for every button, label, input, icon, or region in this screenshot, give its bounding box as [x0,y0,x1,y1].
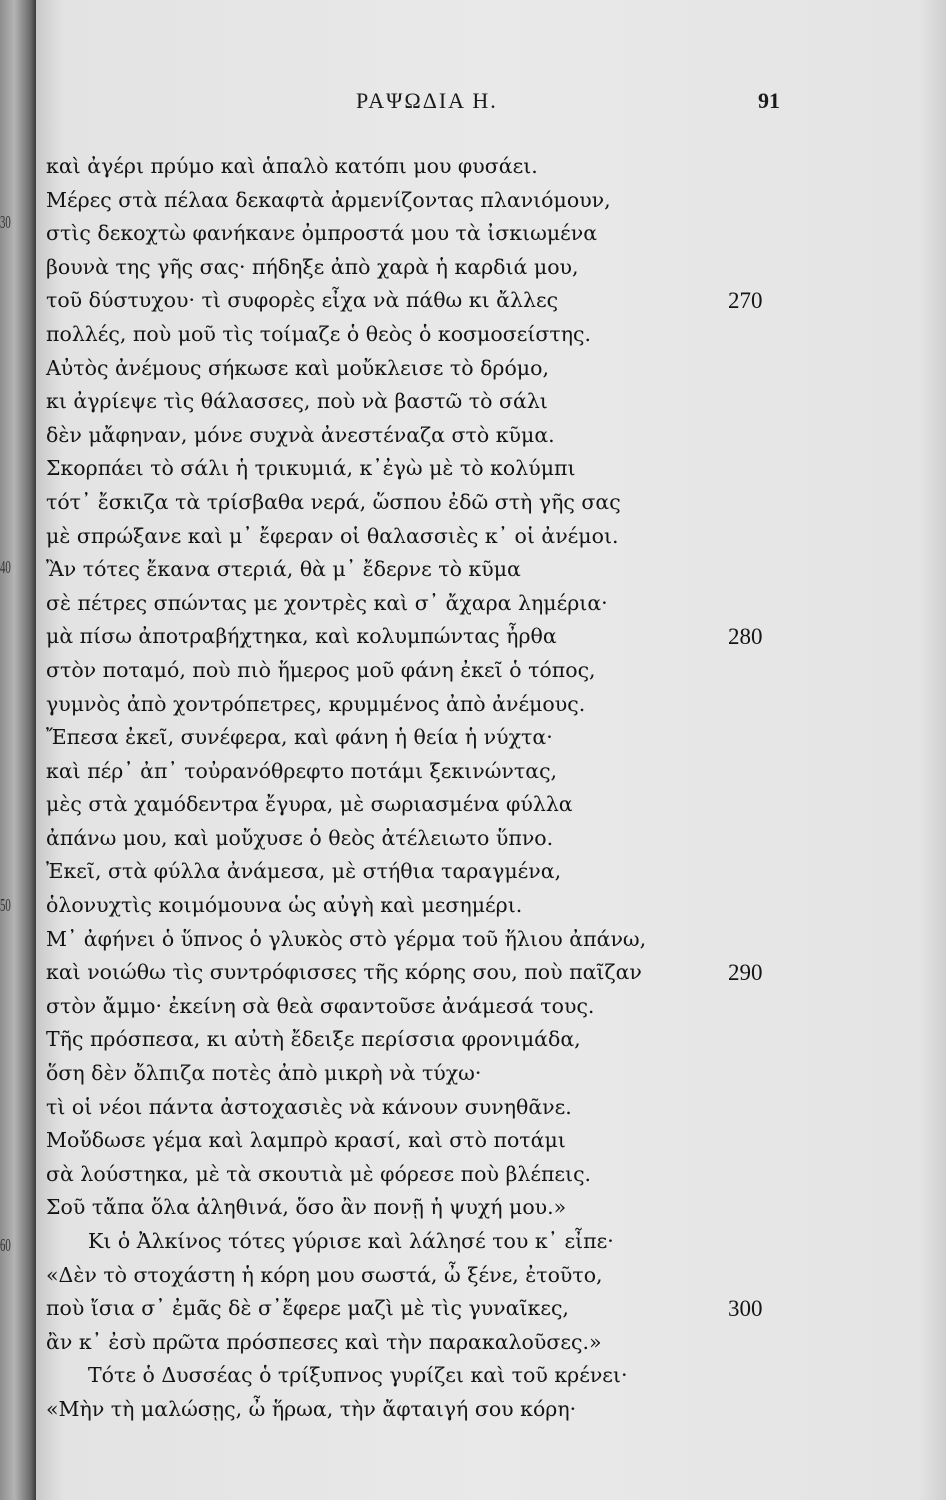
verse-text: σὲ πέτρες σπώντας με χοντρὲς καὶ σ᾽ ἄχαρα λημέρια· [46,590,608,615]
verse-line [46,587,926,621]
verse-text: τοῦ δύστυχου· τὶ συφορὲς εἶχα νὰ πάθω κι ἄλλες [46,288,559,313]
verse-line [46,1124,926,1158]
verse-line [46,419,926,453]
verse-line [46,553,926,587]
verse-line [46,721,926,755]
line-number: 270 [728,288,763,314]
edge-line-number: 40 [0,557,11,577]
verse-line [46,990,926,1024]
verse-line [46,1393,926,1427]
verse-line [46,217,926,251]
verse-text: ἀπάνω μου, καὶ μοὔχυσε ὁ θεὸς ἀτέλειωτο ὕπνο. [46,825,554,850]
verse-text: ὅση δὲν ὄλπιζα ποτὲς ἀπὸ μικρὴ νὰ τύχω· [46,1061,482,1086]
verse-text: Τῆς πρόσπεσα, κι αὐτὴ ἔδειξε περίσσια φρονιμάδα, [46,1027,581,1052]
verse-line [46,855,926,889]
verse-text: τὶ οἱ νέοι πάντα ἀστοχασιὲς νὰ κάνουν συνηθᾶνε. [46,1094,572,1119]
verse-text: Σοῦ τἄπα ὅλα ἀληθινά, ὅσο ἂν πονῇ ἡ ψυχή μου.» [46,1195,567,1220]
verse-line [46,1225,926,1259]
verse-line [46,1259,926,1293]
verse-text: καὶ νοιώθω τὶς συντρόφισσες τῆς κόρης σου, ποὺ παῖζαν [46,960,642,985]
edge-line-number: 60 [0,1235,11,1255]
verse-line [46,889,926,923]
verse-line [46,654,926,688]
verse-text: μὲς στὰ χαμόδεντρα ἔγυρα, μὲ σωριασμένα φύλλα [46,792,573,817]
previous-page-edge [0,0,36,1500]
verse-line [46,251,926,285]
verse-text: Ἔπεσα ἐκεῖ, συνέφερα, καὶ φάνη ἡ θεία ἡ νύχτα· [46,725,553,750]
verse-line [46,452,926,486]
verse-line [46,1023,926,1057]
verse-text: Μοὔδωσε γέμα καὶ λαμπρὸ κρασί, καὶ στὸ ποτάμι [46,1128,566,1153]
verse-text: «Δὲν τὸ στοχάστη ἡ κόρη μου σωστά, ὦ ξένε, ἐτοῦτο, [46,1262,603,1287]
running-title: ΡΑΨΩΔΙΑ Η. [356,88,498,113]
verse-text: γυμνὸς ἀπὸ χοντρόπετρες, κρυμμένος ἀπὸ ἀνέμους. [46,691,586,716]
page-number: 91 [758,88,780,113]
edge-line-number: 30 [0,212,11,232]
verse-line [46,284,926,318]
verse-text: στὶς δεκοχτὼ φανήκανε ὀμπροστά μου τὰ ἰσκιωμένα [46,221,598,246]
verse-line [46,1359,926,1393]
line-number: 300 [728,1296,763,1322]
line-number: 290 [728,960,763,986]
verse-text: μὰ πίσω ἀποτραβήχτηκα, καὶ κολυμπώντας ἦρθα [46,624,557,649]
verse-text: Ἐκεῖ, στὰ φύλλα ἀνάμεσα, μὲ στήθια ταραγμένα, [46,859,562,884]
verse-text: Τότε ὁ Δυσσέας ὁ τρίξυπνος γυρίζει καὶ τοῦ κρένει· [88,1363,628,1388]
verse-line [46,1326,926,1360]
verse-line [46,1091,926,1125]
verse-text: τότ᾽ ἔσκιζα τὰ τρίσβαθα νερά, ὥσπου ἐδῶ στὴ γῆς σας [46,489,621,514]
verse-text: Αὐτὸς ἀνέμους σήκωσε καὶ μοὔκλεισε τὸ δρόμο, [46,355,549,380]
page [36,0,946,1500]
verse-text: ὁλονυχτὶς κοιμόμουνα ὡς αὐγὴ καὶ μεσημέρι. [46,893,523,918]
verse-line [46,352,926,386]
verse-line [46,486,926,520]
verse-text: καὶ πέρ᾽ ἀπ᾽ τοὐρανόθρεφτο ποτάμι ξεκινώντας, [46,758,558,783]
running-head [36,88,946,122]
verse-line [46,620,926,654]
verse-line [46,318,926,352]
verse-text: καὶ ἀγέρι πρύμο καὶ ἁπαλὸ κατόπι μου φυσάει. [46,154,538,178]
verse-line [46,1292,926,1326]
verse-text: Ἂν τότες ἔκανα στεριά, θὰ μ᾽ ἔδερνε τὸ κῦμα [46,557,521,582]
verse-line [46,822,926,856]
verse-line [46,520,926,554]
verse-line [46,688,926,722]
verse-text: «Μὴν τὴ μαλώσῃς, ὦ ἥρωα, τὴν ἄφταιγή σου κόρη· [46,1396,577,1421]
verse-line [46,1158,926,1192]
line-number: 280 [728,624,763,650]
verse-text: μὲ σπρώξανε καὶ μ᾽ ἔφεραν οἱ θαλασσιὲς κ᾽ οἱ ἀνέμοι. [46,523,619,548]
verse-line [46,788,926,822]
verse-text: βουνὰ της γῆς σας· πήδηξε ἀπὸ χαρὰ ἡ καρδιά μου, [46,254,579,279]
verse-text: πολλές, ποὺ μοῦ τὶς τοίμαζε ὁ θεὸς ὁ κοσμοσείστης. [46,321,591,346]
verse-text: δὲν μἄφηναν, μόνε συχνὰ ἀνεστέναζα στὸ κῦμα. [46,422,555,447]
verse-text: στὸν ἄμμο· ἐκείνη σὰ θεὰ σφαντοῦσε ἀνάμεσά τους. [46,993,595,1018]
verse-line [46,1057,926,1091]
edge-line-number: 50 [0,895,11,915]
verse-line [46,184,926,218]
verse-line [46,150,926,184]
verse-text: Μ᾽ ἀφήνει ὁ ὕπνος ὁ γλυκὸς στὸ γέρμα τοῦ ἥλιου ἀπάνω, [46,926,647,951]
verse-text: κι ἀγρίεψε τὶς θάλασσες, ποὺ νὰ βαστῶ τὸ σάλι [46,389,548,414]
verse-text: Μέρες στὰ πέλαα δεκαφτὰ ἀρμενίζοντας πλανιόμουν, [46,187,611,212]
verse-text: ποὺ ἴσια σ᾽ ἐμᾶς δὲ σ᾽ἔφερε μαζὶ μὲ τὶς γυναῖκες, [46,1296,569,1321]
verse-text: Σκορπάει τὸ σάλι ἡ τρικυμιά, κ᾽ἐγὼ μὲ τὸ κολύμπι [46,456,576,481]
verse-line [46,923,926,957]
verse-line [46,1191,926,1225]
verse-block [46,150,926,1427]
verse-line [46,385,926,419]
verse-text: στὸν ποταμό, ποὺ πιὸ ἥμερος μοῦ φάνη ἐκεῖ ὁ τόπος, [46,657,596,682]
verse-line [46,956,926,990]
verse-text: ἂν κ᾽ ἐσὺ πρῶτα πρόσπεσες καὶ τὴν παρακαλοῦσες.» [46,1329,602,1354]
verse-line [46,755,926,789]
verse-text: Κι ὁ Ἀλκίνος τότες γύρισε καὶ λάλησέ του κ᾽ εἶπε· [88,1229,614,1253]
verse-text: σὰ λούστηκα, μὲ τὰ σκουτιὰ μὲ φόρεσε ποὺ βλέπεις. [46,1161,592,1186]
